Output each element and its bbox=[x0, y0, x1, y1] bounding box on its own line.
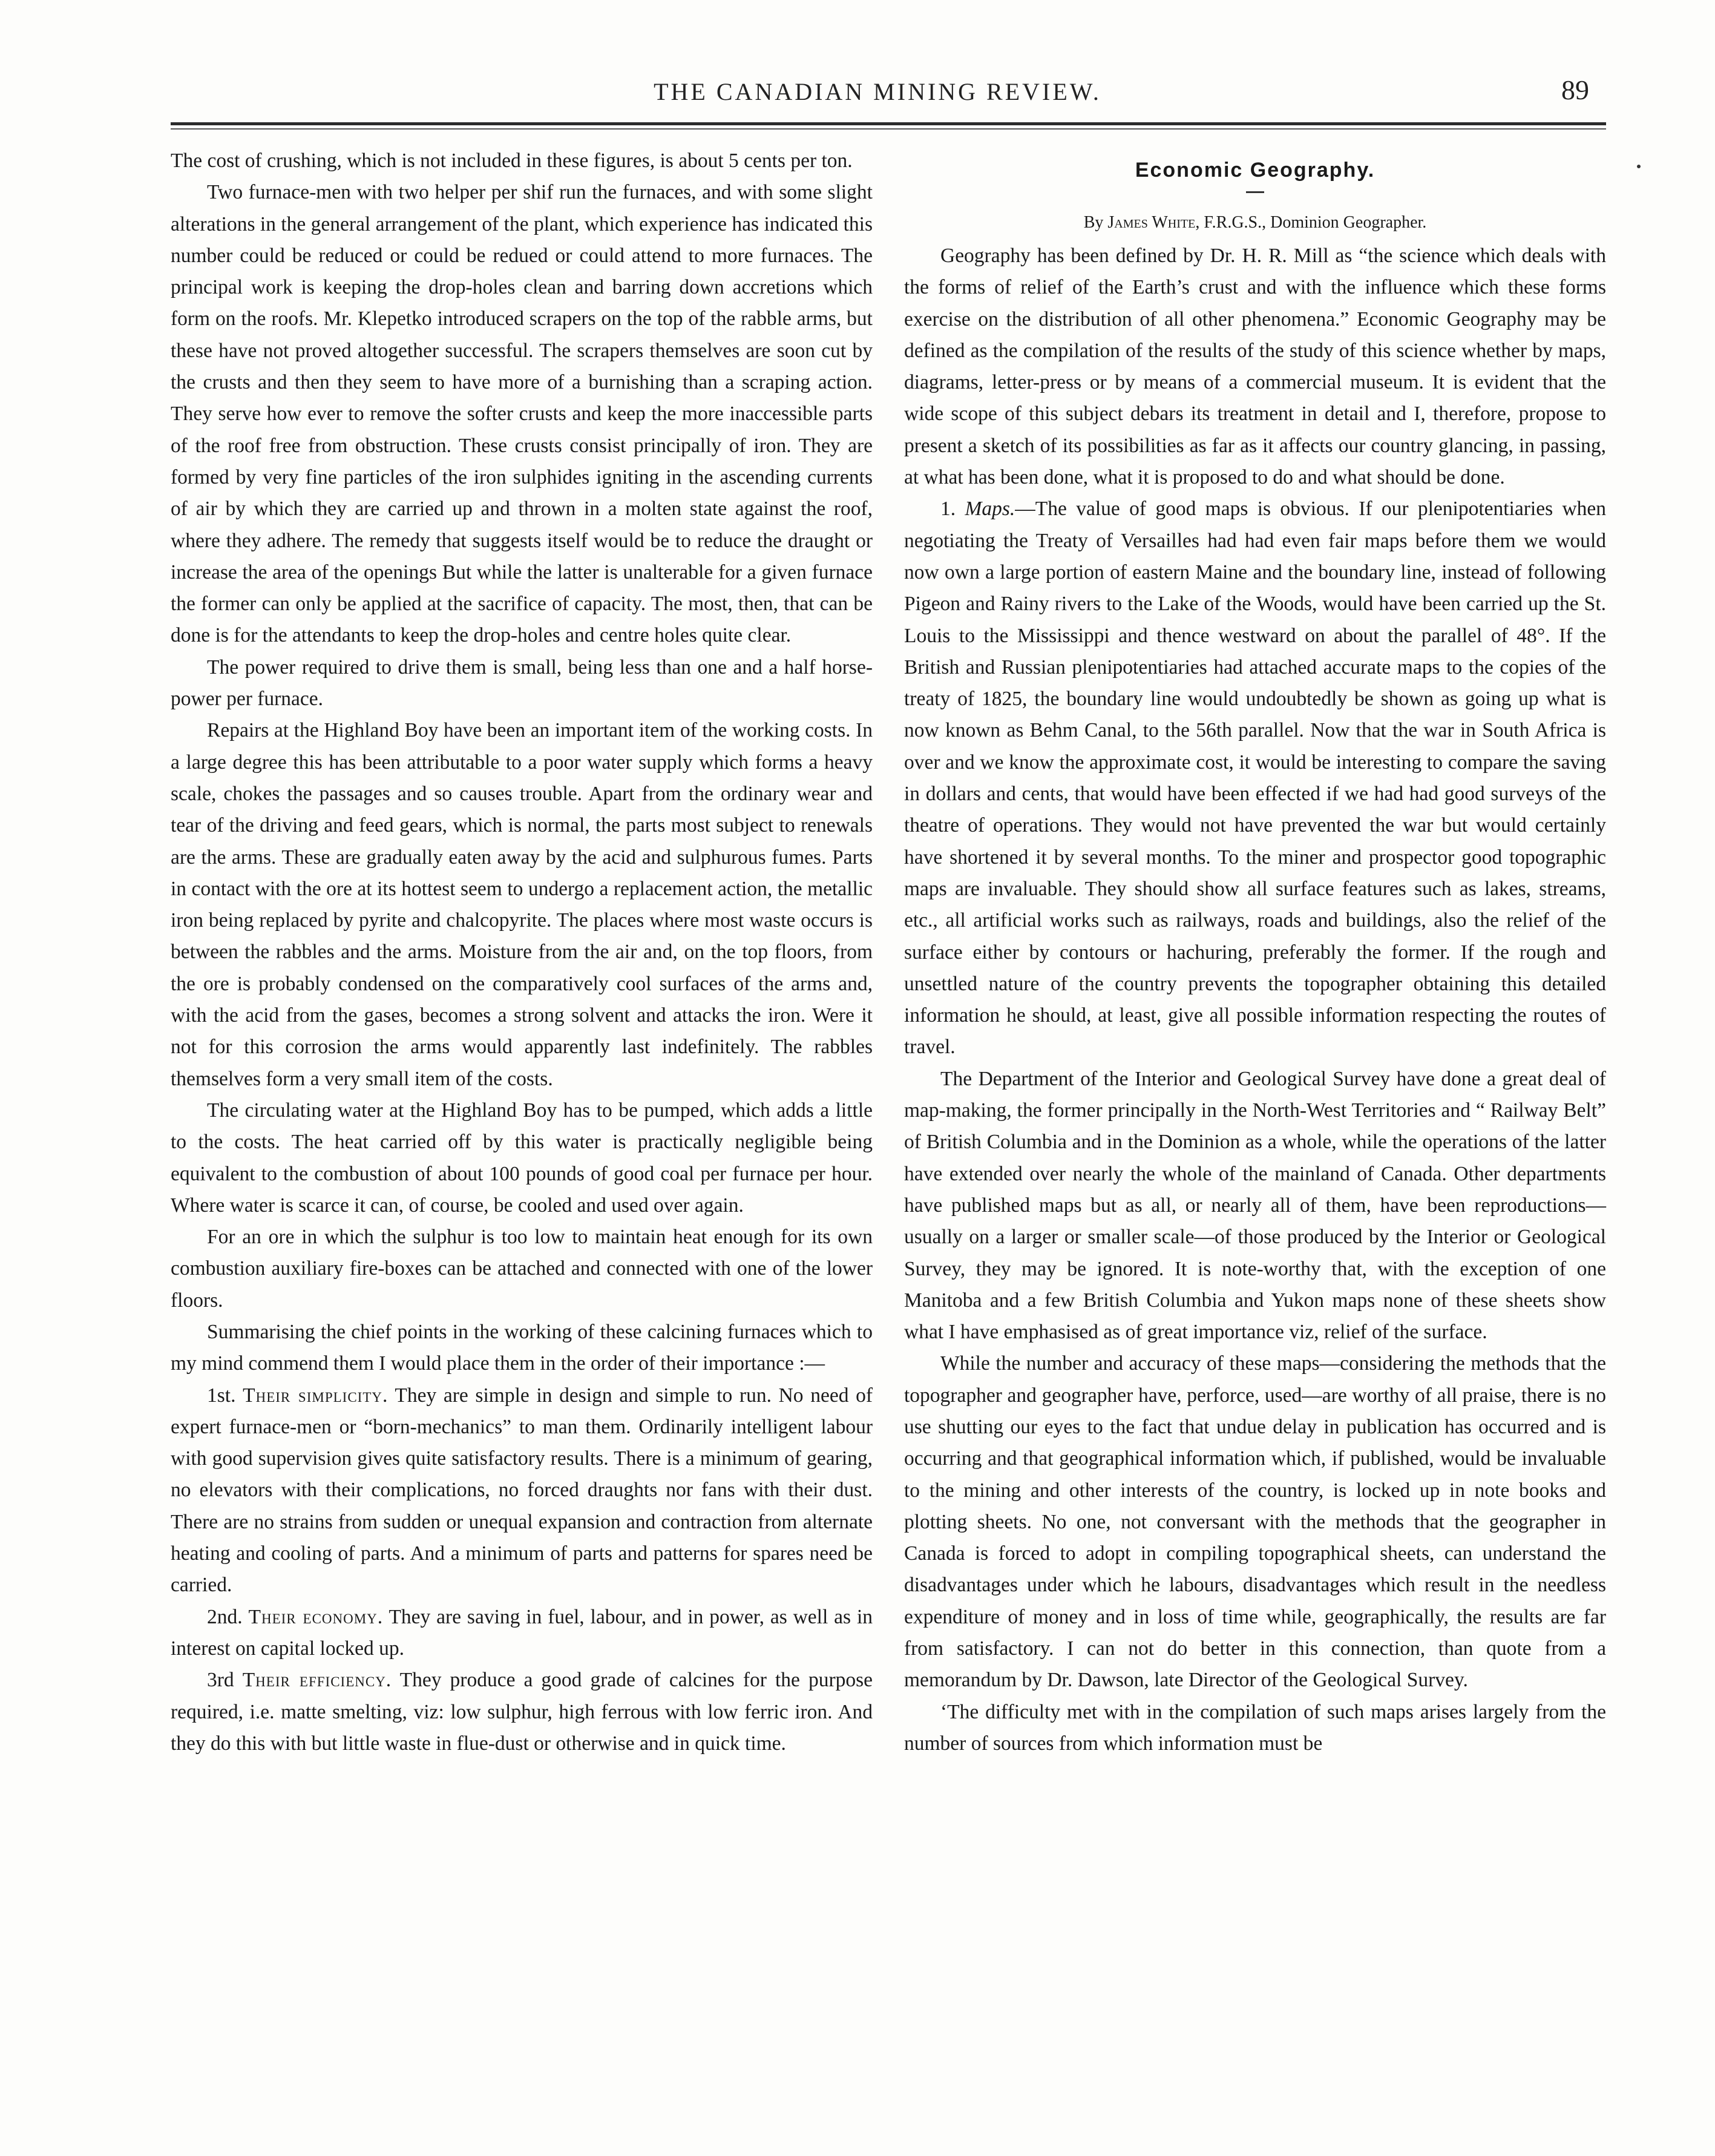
author-name: James White, bbox=[1107, 213, 1200, 232]
byline bbox=[904, 209, 1606, 237]
list-number: 1st. bbox=[207, 1384, 236, 1407]
list-body: They are saving in fuel, labour, and in power, as well as in interest on capital locked up. bbox=[171, 1605, 873, 1660]
right-column bbox=[904, 145, 1606, 1760]
paragraph: While the number and accuracy of these maps—considering the methods that the topographer and geographer have, perforce, used—are worthy of all praise, there is no use shutting our eyes to the fact that undue delay in publication has occurred and is occurring and that geographical information which, if published, would be invaluable to the mining and other interests of the country, is locked up in note books and plotting sheets. No one, not conversant with the methods that the geographer in Canada is forced to adopt in compiling topographical sheets, can understand the disadvantages under which he labours, disadvantages which result in the needless expenditure of money and in loss of time while, geographically, the results are far from satisfactory. I can not do better in this connection, than quote from a memorandum by Dr. Dawson, late Director of the Geological Survey. bbox=[904, 1352, 1606, 1692]
paragraph: The circulating water at the Highland Boy has to be pumped, which adds a little to the costs. The heat carried off by this water is practically negligible being equivalent to the combustion of about 100 pounds of good coal per furnace per hour. Where water is scarce it can, of course, be cooled and used over again. bbox=[171, 1099, 873, 1217]
left-column bbox=[171, 145, 873, 1760]
title-divider bbox=[1246, 191, 1264, 193]
paragraph: Geography has been defined by Dr. H. R. Mill as “the science which deals with the forms of relief of the Earth’s crust and with the influence which these forms exercise on the distribution of all other phenomena.” Economic Geography may be defined as the compilation of the results of the study of this science whether by maps, diagrams, letter-press or by means of a commercial museum. It is evident that the wide scope of this subject debars its treatment in detail and I, therefore, propose to present a sketch of its possibilities as far as it affects our country glancing, in passing, at what has been done, what it is proposed to do and what should be done. bbox=[904, 245, 1606, 489]
section-heading: Maps. bbox=[965, 498, 1015, 521]
list-heading: Their efficiency. bbox=[242, 1669, 392, 1692]
section-number: 1. bbox=[940, 498, 956, 521]
paragraph: The Department of the Interior and Geological Survey have done a great deal of map-making, the former principally in the North-West Territories and “ Railway Belt” of British Columbia and in the Dominion as a whole, while the operations of the latter have extended over nearly the whole of the mainland of Canada. Other departments have published maps but as all, or nearly all of them, have been reproductions—usually on a larger or smaller scale—of those produced by the Interior or Geological Survey, they may be ignored. It is note-worthy that, with the exception of one Manitoba and a few British Columbia and Yukon maps none of these sheets show what I have emphasised as of great importance viz, relief of the surface. bbox=[904, 1067, 1606, 1344]
list-number: 2nd. bbox=[207, 1605, 243, 1628]
list-item-efficiency bbox=[171, 1665, 873, 1760]
list-item-economy bbox=[171, 1602, 873, 1665]
article-title: Economic Geography. bbox=[1135, 159, 1376, 182]
paragraph: Repairs at the Highland Boy have been an important item of the working costs. In a large degree this has been attributable to a poor water supply which forms a heavy scale, chokes the passages and so causes trouble. Apart from the ordinary wear and tear of the driving and feed gears, which is normal, the parts most subject to renewals are the arms. These are gradually eaten away by the acid and sulphurous fumes. Parts in contact with the ore at its hottest seem to undergo a replacement action, the metallic iron being replaced by pyrite and chalcopyrite. The places where most waste occurs is between the rabbles and the arms. Moisture from the air and, on the top floors, from the ore is probably condensed on the comparatively cool surfaces of the arms and, with the acid from the gases, becomes a strong solvent and attacks the iron. Were it not for this corrosion the arms would apparently last indefinitely. The rabbles themselves form a very small item of the costs. bbox=[171, 719, 873, 1090]
paragraph: The cost of crushing, which is not included in these figures, is about 5 cents per ton. bbox=[171, 150, 853, 172]
header-rule-thin bbox=[171, 128, 1606, 130]
paragraph: The power required to drive them is small, being less than one and a half horse-power per furnace. bbox=[171, 656, 873, 711]
list-body: They produce a good grade of calcines for the purpose required, i.e. matte smelting, viz: low sulphur, high ferrous with low ferric iron. And they do this with but little waste in flue-dust or otherwise and in quick time. bbox=[171, 1669, 873, 1755]
paragraph: Two furnace-men with two helper per shif run the furnaces, and with some slight alterations in the general arrangement of the plant, which experience has indicated this number could be reduced or could be redued or could attend to more furnaces. The principal work is keeping the drop-holes clean and barring down accretions which form on the roofs. Mr. Klepetko introduced scrapers on the top of the rabble arms, but these have not proved altogether successful. The scrapers themselves are soon cut by the crusts and then they seem to have more of a burnishing than a scraping action. They serve how ever to remove the softer crusts and keep the more inaccessible parts of the roof free from obstruction. These crusts consist principally of iron. They are formed by very fine particles of the iron sulphides igniting in the ascending currents of air by which they are carried up and thrown in a molten state against the roof, where they adhere. The remedy that suggests itself would be to reduce the draught or increase the area of the openings But while the latter is unalterable for a given furnace the former can only be applied at the sacrifice of capacity. The most, then, that can be done is for the attendants to keep the drop-holes and centre holes quite clear. bbox=[171, 181, 873, 647]
list-number: 3rd bbox=[207, 1669, 234, 1692]
list-heading: Their economy. bbox=[248, 1605, 384, 1628]
paragraph: ‘The difficulty met with in the compilation of such maps arises largely from the number of sources from which information must be bbox=[904, 1700, 1606, 1755]
page-number: 89 bbox=[1561, 74, 1589, 105]
byline-prefix: By bbox=[1083, 213, 1104, 232]
header-rule bbox=[171, 122, 1606, 125]
maps-section bbox=[904, 493, 1606, 1063]
list-heading: Their simplicity. bbox=[243, 1384, 389, 1407]
list-item-simplicity bbox=[171, 1380, 873, 1602]
print-speck bbox=[1637, 165, 1641, 168]
paragraph: Summarising the chief points in the working of these calcining furnaces which to my mind commend them I would place them in the order of their importance :— bbox=[171, 1320, 873, 1375]
running-head: THE CANADIAN MINING REVIEW. bbox=[654, 78, 1101, 105]
section-body: —The value of good maps is obvious. If our plenipotentiaries when negotiating the Treaty of Versailles had had even fair maps before them we would now own a large portion of eastern Maine and the boundary line, instead of following Pigeon and Rainy rivers to the Lake of the Woods, would have been carried up the St. Louis to the Mississippi and thence westward on about the parallel of 48°. If the British and Russian plenipotentiaries had attached accurate maps to the copies of the treaty of 1825, the boundary line would undoubtedly be shown as going up what is now known as Behm Canal, to the 56th parallel. Now that the war in South Africa is over and we know the approximate cost, it would be interesting to compare the saving in dollars and cents, that would have been effected if we had had good surveys of the theatre of operations. They would not have prevented the war but would certainly have shortened it by several months. To the miner and prospector good topographic maps are invaluable. They should show all surface features such as lakes, streams, etc., all artificial works such as railways, roads and buildings, also the relief of the surface either by contours or hachuring, preferably the former. If the rough and unsettled nature of the country prevents the topographer obtaining this detailed information he should, at least, give all possible information respecting the routes of travel. bbox=[904, 498, 1606, 1059]
list-body: They are simple in design and simple to run. No need of expert furnace-men or “born-mechanics” to man them. Ordinarily intelligent labour with good supervision gives quite satisfactory results. There is a minimum of gearing, no elevators with their complications, no forced draughts nor fans with their dust. There are no strains from sudden or unequal expansion and contraction from alternate heating and cooling of parts. And a minimum of parts and patterns for spares need be carried. bbox=[171, 1384, 873, 1597]
author-title: F.R.G.S., Dominion Geographer. bbox=[1204, 213, 1427, 232]
paragraph: For an ore in which the sulphur is too low to maintain heat enough for its own combustion auxiliary fire-boxes can be attached and connected with one of the lower floors. bbox=[171, 1226, 873, 1312]
